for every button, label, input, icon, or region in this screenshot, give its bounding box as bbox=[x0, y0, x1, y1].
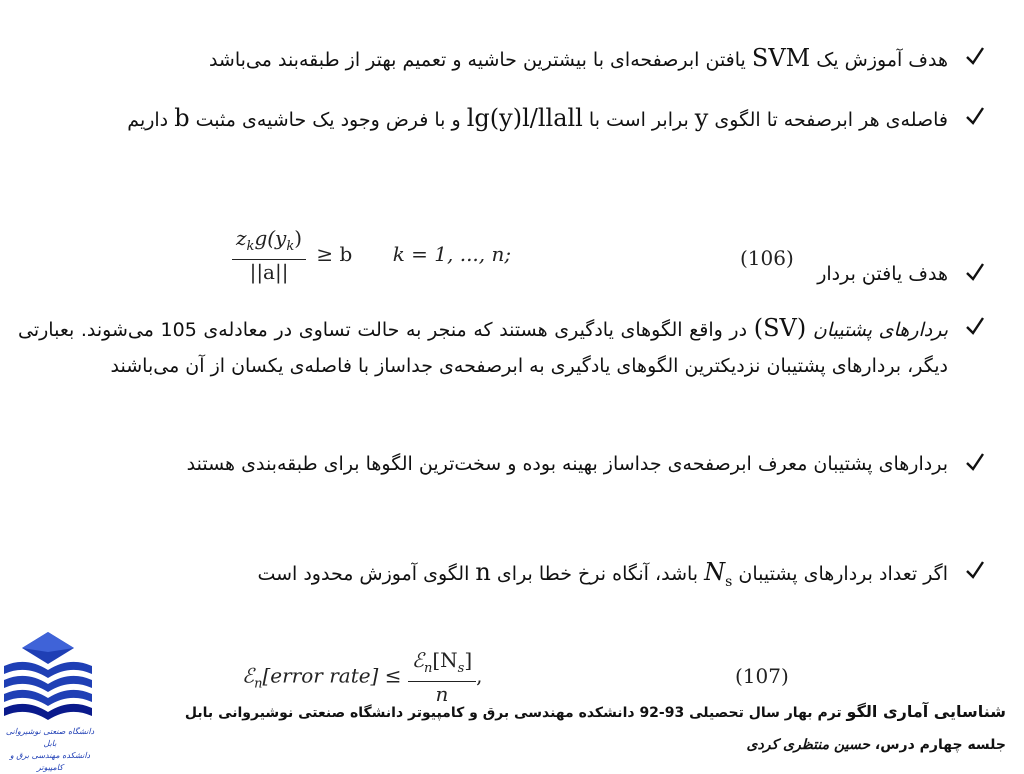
equation-106 bbox=[232, 226, 511, 284]
checkmark-icon bbox=[960, 554, 986, 584]
bullet-support-vectors-definition bbox=[18, 310, 948, 384]
math-y: y bbox=[694, 104, 709, 132]
bullet-error-rate bbox=[18, 554, 948, 600]
bullet-text: یافتن ابرصفحه‌ای با بیشترین حاشیه و تعمیم بهتر از طبقه‌بند می‌باشد bbox=[208, 49, 746, 71]
bullet-text: در واقع الگوهای یادگیری هستند که منجر به حالت تساوی در معادله‌ی 105 می‌شوند. بعبارتی دیگر، بردارهای پشتیبان نزدیکترین الگوهای یادگیری به ابرصفحه‌ی جداساز با فاصله‌ی یکسان از آن می‌باشند bbox=[18, 319, 948, 377]
logo-caption: دانشگاه صنعتی نوشیروانی بابل دانشکده مهندسی برق و کامپیوتر bbox=[5, 727, 95, 772]
equation-number-106: (106) bbox=[740, 246, 794, 270]
math-n: n bbox=[475, 558, 491, 586]
eq106-relation: ≥ b bbox=[316, 241, 353, 266]
bullet-text: فاصله‌ی هر ابرصفحه تا الگوی bbox=[714, 109, 948, 131]
checkmark-icon bbox=[960, 256, 986, 286]
math-b: b bbox=[174, 104, 190, 132]
university-logo bbox=[2, 630, 97, 772]
bullet-text: هدف آموزش یک bbox=[816, 49, 948, 71]
equation-number-107: (107) bbox=[735, 664, 789, 688]
math-distance: lg(y)l/llall bbox=[466, 104, 583, 132]
bullet-text: باشد، آنگاه نرخ خطا برای bbox=[496, 563, 699, 585]
bullet-text: اگر تعداد بردارهای پشتیبان bbox=[738, 563, 948, 585]
bullet-text: بردارهای پشتیبان معرف ابرصفحه‌ی جداساز بهینه بوده و سخت‌ترین الگوها برای طبقه‌بندی هستند bbox=[186, 453, 948, 475]
math-ns: $N_s$ bbox=[704, 558, 733, 590]
footer-course-info bbox=[185, 702, 1006, 721]
bullet-svm-goal bbox=[18, 40, 948, 78]
bullet-text: الگوی آموزش محدود است bbox=[257, 563, 470, 585]
bullet-text: و با فرض وجود یک حاشیه‌ی مثبت bbox=[195, 109, 461, 131]
checkmark-icon bbox=[960, 40, 986, 70]
bullet-text: برابر است با bbox=[588, 109, 689, 131]
eq106-condition: k = 1, ..., n; bbox=[392, 241, 512, 266]
checkmark-icon bbox=[960, 100, 986, 130]
eq106-fraction: $\frac{z_kg(y_k)}{||a||}$ bbox=[232, 226, 306, 284]
eq107-fraction: $\frac{ℰ_n[N_s]}{n}$ bbox=[408, 648, 476, 706]
checkmark-icon bbox=[960, 446, 986, 476]
bullet-hyperplane-distance bbox=[18, 100, 948, 138]
author-name: حسین منتظری کردی bbox=[746, 737, 871, 753]
equation-107: ℰ$_n$[error rate] ≤ $\frac{ℰ_n[N_s]}{n}$ , bbox=[242, 648, 483, 706]
course-title: شناسایی آماری الگو bbox=[846, 702, 1006, 721]
checkmark-icon bbox=[960, 310, 986, 340]
sv-abbrev: (SV) bbox=[753, 314, 807, 342]
support-vectors-term: بردارهای پشتیبان bbox=[812, 319, 949, 341]
bullet-support-vectors-optimal bbox=[18, 446, 948, 482]
svm-term: SVM bbox=[751, 44, 811, 72]
bullet-text: هدف یافتن بردار bbox=[817, 263, 948, 285]
footer-session-info bbox=[747, 737, 1006, 753]
bullet-text: داریم bbox=[127, 109, 169, 131]
course-details: ترم بهار سال تحصیلی 93-92 دانشکده مهندسی برق و کامپیوتر دانشگاه صنعتی نوشیروانی بابل bbox=[184, 705, 842, 721]
bullet-find-vector bbox=[698, 256, 948, 292]
session-label: جلسه چهارم درس، bbox=[874, 737, 1006, 753]
